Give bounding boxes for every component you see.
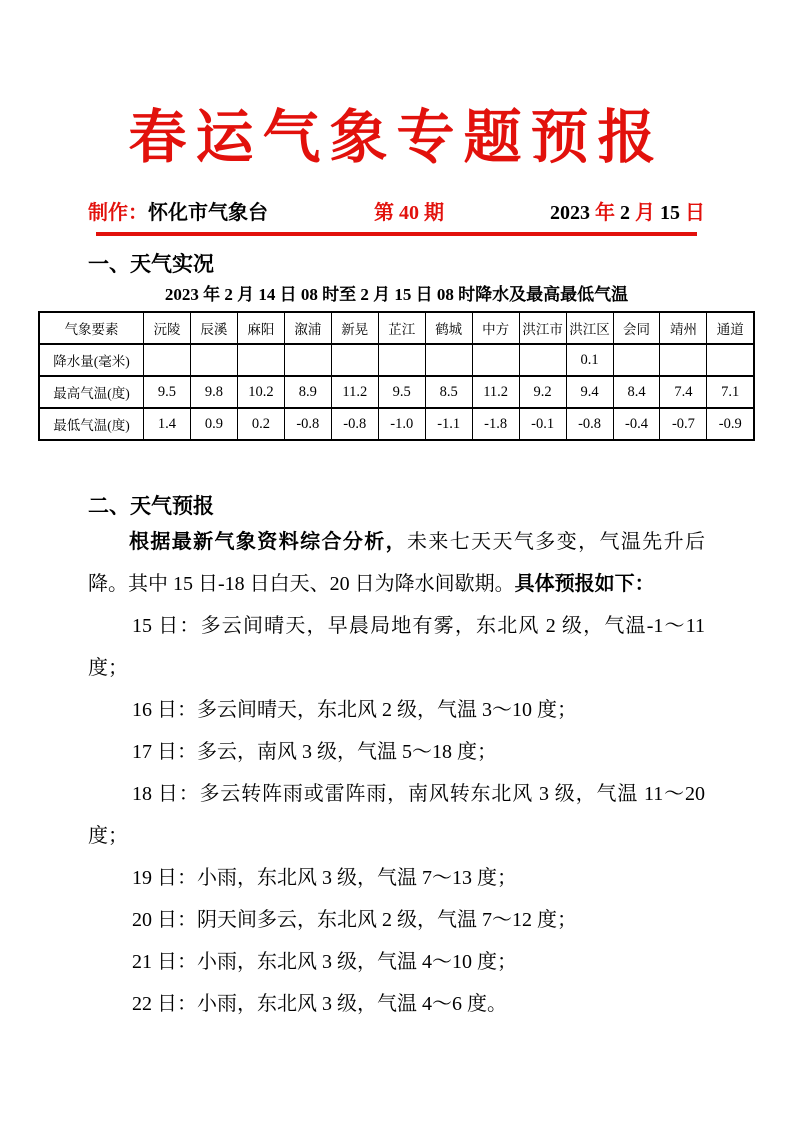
column-header-station: 洪江市 (519, 312, 566, 344)
column-header-station: 芷江 (378, 312, 425, 344)
date-day-value: 15 (660, 202, 685, 224)
forecast-line-day15: 15 日：多云间晴天，早晨局地有雾，东北风 2 级，气温-1～11 度； (88, 615, 705, 679)
table-cell (284, 344, 331, 376)
table-cell (425, 344, 472, 376)
date-day-unit: 日 (685, 202, 705, 224)
table-cell: 10.2 (237, 376, 284, 408)
weather-observation-table (38, 311, 755, 441)
table-cell: 1.4 (144, 408, 191, 440)
table-cell (237, 344, 284, 376)
table-cell (707, 344, 754, 376)
date-month-value: 2 (620, 202, 635, 224)
forecast-line-day19: 19 日：小雨，东北风 3 级，气温 7～13 度； (132, 867, 517, 889)
intro-bold-lead: 根据最新气象资料综合分析， (129, 531, 407, 553)
table-cell: -0.8 (331, 408, 378, 440)
row-label: 最高气温(度) (39, 376, 144, 408)
table-row (39, 408, 754, 440)
table-cell (519, 344, 566, 376)
column-header-station: 洪江区 (566, 312, 613, 344)
column-header-station: 沅陵 (144, 312, 191, 344)
table-cell: 9.5 (144, 376, 191, 408)
column-header-station: 会同 (613, 312, 660, 344)
table-cell: 9.5 (378, 376, 425, 408)
red-divider (96, 232, 697, 236)
column-header-station: 鹤城 (425, 312, 472, 344)
weather-table-caption: 2023 年 2 月 14 日 08 时至 2 月 15 日 08 时降水及最高最低气温 (164, 285, 629, 304)
issue-info-line (88, 198, 705, 228)
table-cell: 0.1 (566, 344, 613, 376)
column-header-station: 中方 (472, 312, 519, 344)
section1-heading: 一、天气实况 (88, 252, 214, 276)
column-header-station: 麻阳 (237, 312, 284, 344)
intro-bold-tail: 具体预报如下： (514, 573, 655, 595)
column-header-station: 溆浦 (284, 312, 331, 344)
forecast-body (88, 521, 705, 1025)
table-row (39, 376, 754, 408)
table-cell (472, 344, 519, 376)
table-cell (378, 344, 425, 376)
column-header-station: 靖州 (660, 312, 707, 344)
forecast-line-day18: 18 日：多云转阵雨或雷阵雨，南风转东北风 3 级，气温 11～20 度； (88, 783, 705, 847)
issue-date (550, 198, 705, 228)
page-title: 春运气象专题预报 (128, 105, 665, 170)
table-cell: 7.4 (660, 376, 707, 408)
table-cell: 8.9 (284, 376, 331, 408)
issue-number: 第 40 期 (374, 202, 444, 224)
section2-heading: 二、天气预报 (88, 494, 214, 518)
table-cell (190, 344, 237, 376)
forecast-line-day20: 20 日：阴天间多云，东北风 2 级，气温 7～12 度； (132, 909, 577, 931)
table-cell: 11.2 (472, 376, 519, 408)
row-label: 最低气温(度) (39, 408, 144, 440)
date-month-unit: 月 (635, 202, 660, 224)
table-cell: -0.9 (707, 408, 754, 440)
date-year-unit: 年 (595, 202, 620, 224)
table-cell: -0.8 (566, 408, 613, 440)
weather-table-header-row (39, 312, 754, 344)
table-cell: 0.2 (237, 408, 284, 440)
maker-field (88, 198, 268, 228)
table-cell: 11.2 (331, 376, 378, 408)
column-header-element: 气象要素 (39, 312, 144, 344)
table-cell: 8.5 (425, 376, 472, 408)
table-cell: 7.1 (707, 376, 754, 408)
table-cell: -0.7 (660, 408, 707, 440)
table-cell: -1.1 (425, 408, 472, 440)
table-cell: -0.1 (519, 408, 566, 440)
column-header-station: 辰溪 (190, 312, 237, 344)
forecast-line-day17: 17 日：多云，南风 3 级，气温 5～18 度； (132, 741, 497, 763)
table-cell (144, 344, 191, 376)
intro-normal-text: 未来七天天气多变，气温先升后降。其中 15 日-18 日白天、20 日为降水间歇期。 (88, 531, 705, 595)
table-cell: -0.8 (284, 408, 331, 440)
forecast-line-day16: 16 日：多云间晴天，东北风 2 级，气温 3～10 度； (132, 699, 577, 721)
table-row (39, 344, 754, 376)
date-year-value: 2023 (550, 202, 595, 224)
table-cell (660, 344, 707, 376)
table-cell: -1.8 (472, 408, 519, 440)
weather-table-body (39, 344, 754, 440)
table-cell (331, 344, 378, 376)
maker-value: 怀化市气象台 (148, 202, 268, 224)
forecast-intro-paragraph (88, 521, 705, 605)
row-label: 降水量(毫米) (39, 344, 144, 376)
forecast-line-day22: 22 日：小雨，东北风 3 级，气温 4～6 度。 (132, 993, 507, 1015)
column-header-station: 通道 (707, 312, 754, 344)
column-header-station: 新晃 (331, 312, 378, 344)
table-cell: 9.2 (519, 376, 566, 408)
table-cell: 9.8 (190, 376, 237, 408)
table-cell: 9.4 (566, 376, 613, 408)
table-cell: -1.0 (378, 408, 425, 440)
table-cell (613, 344, 660, 376)
table-cell: -0.4 (613, 408, 660, 440)
forecast-line-day21: 21 日：小雨，东北风 3 级，气温 4～10 度； (132, 951, 517, 973)
maker-label: 制作： (88, 202, 148, 224)
table-cell: 0.9 (190, 408, 237, 440)
table-cell: 8.4 (613, 376, 660, 408)
